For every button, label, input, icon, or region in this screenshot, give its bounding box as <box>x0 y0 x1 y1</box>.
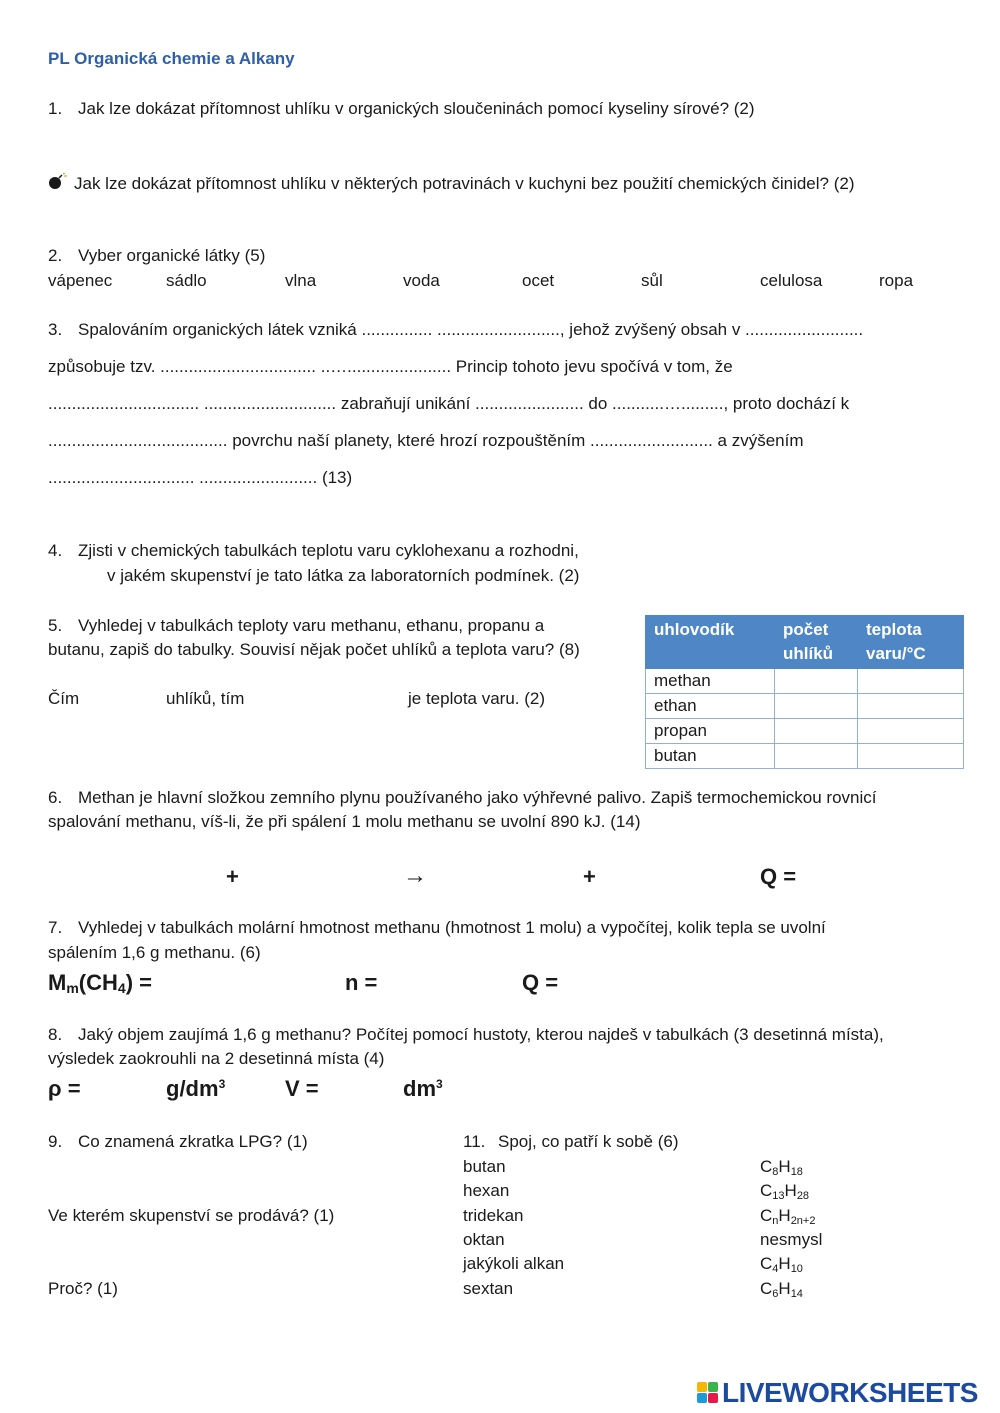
question-number: 5. <box>48 616 63 635</box>
option-ropa[interactable]: ropa <box>879 271 914 290</box>
question-3-line-3: ................................ ............................ zabraňují unikání ....................... do ...........…........., proto dochází k <box>48 394 850 413</box>
boiling-point-cell[interactable] <box>858 669 964 694</box>
question-number: 9. <box>48 1132 63 1151</box>
match-right-item[interactable]: nesmysl <box>760 1230 823 1249</box>
match-right-item[interactable]: $C_{13}H_{28}$ <box>760 1181 810 1202</box>
question-1-bonus <box>48 173 854 194</box>
equation-q: Q = <box>760 864 797 889</box>
table-header-row <box>646 616 964 669</box>
question-number: 6. <box>48 788 63 807</box>
question-1 <box>48 99 755 119</box>
table-row <box>646 719 964 744</box>
option-sul[interactable]: sůl <box>641 271 663 290</box>
question-11 <box>463 1132 678 1152</box>
boiling-point-cell[interactable] <box>858 719 964 744</box>
volume-unit: $dm^3$ <box>403 1076 443 1101</box>
table-row <box>646 669 964 694</box>
question-5-line-1 <box>48 616 544 636</box>
question-text: Co znamená zkratka LPG? (1) <box>78 1132 308 1151</box>
header-uhlovodik: uhlovodík <box>646 616 775 669</box>
equation-arrow: → <box>403 862 427 889</box>
match-left-item[interactable]: hexan <box>463 1181 510 1200</box>
question-9 <box>48 1132 308 1152</box>
logo-text: LIVEWORKSHEETS <box>722 1377 978 1408</box>
row-label: propan <box>646 719 775 744</box>
amount-label: n = <box>345 970 378 995</box>
carbon-count-cell[interactable] <box>775 694 858 719</box>
logo-icon <box>697 1382 719 1404</box>
question-3-line-4: ...................................... povrchu naší planety, které hrozí rozpouštěním .......................... a zvýšením <box>48 431 804 450</box>
bomb-icon <box>48 173 68 194</box>
question-4-line-2: v jakém skupenství je tato látka za laboratorních podmínek. (2) <box>107 566 580 585</box>
boiling-point-table <box>645 615 964 769</box>
volume-label: V = <box>285 1076 319 1101</box>
question-9-sub-1: Ve kterém skupenství se prodává? (1) <box>48 1206 335 1225</box>
carbon-count-cell[interactable] <box>775 744 858 769</box>
question-4-line-1 <box>48 541 579 561</box>
fill-teplota: je teplota varu. (2) <box>408 689 546 708</box>
liveworksheets-logo <box>697 1377 978 1409</box>
question-number: 3. <box>48 320 63 339</box>
match-right-item[interactable]: $C_6H_{14}$ <box>760 1279 803 1300</box>
question-text: Jak lze dokázat přítomnost uhlíku v některých potravinách v kuchyni bez použití chemických činidel? (2) <box>74 174 855 193</box>
molar-mass-label: $M_m(CH_4)$ = <box>48 970 152 996</box>
boiling-point-cell[interactable] <box>858 694 964 719</box>
question-text: Methan je hlavní složkou zemního plynu používaného jako výhřevné palivo. Zapiš termochemickou rovnicí <box>78 788 877 807</box>
question-number: 7. <box>48 918 63 937</box>
option-sadlo[interactable]: sádlo <box>166 271 207 290</box>
question-text: Spoj, co patří k sobě (6) <box>498 1132 679 1151</box>
carbon-count-cell[interactable] <box>775 719 858 744</box>
question-number: 1. <box>48 99 63 118</box>
question-3-line-5: ............................... ......................... (13) <box>48 468 353 487</box>
question-number: 2. <box>48 246 63 265</box>
match-left-item[interactable]: butan <box>463 1157 506 1176</box>
question-text: Jak lze dokázat přítomnost uhlíku v organických sloučeninách pomocí kyseliny sírové? (2) <box>78 99 755 118</box>
question-text: Spalováním organických látek vzniká ............... .........................., jehož zvýšený obsah v ......................... <box>78 320 864 339</box>
fill-uhliku-tim: uhlíků, tím <box>166 689 245 708</box>
fill-cim: Čím <box>48 689 80 708</box>
question-text: Vyhledej v tabulkách molární hmotnost methanu (hmotnost 1 molu) a vypočítej, kolik tepla se uvolní <box>78 918 826 937</box>
heat-label: Q = <box>522 970 559 995</box>
density-label: ρ = <box>48 1076 81 1101</box>
question-3-line-1 <box>48 320 863 340</box>
option-voda[interactable]: voda <box>403 271 440 290</box>
table-row <box>646 694 964 719</box>
match-right-item[interactable]: $C_4H_{10}$ <box>760 1254 803 1275</box>
question-5-line-2: butanu, zapiš do tabulky. Souvisí nějak počet uhlíků a teplota varu? (8) <box>48 640 580 659</box>
row-label: butan <box>646 744 775 769</box>
question-3-line-2: způsobuje tzv. ................................. ..…...................... Princip tohoto jevu spočívá v tom, že <box>48 357 733 376</box>
question-7-line-1 <box>48 918 826 938</box>
question-number: 11. <box>463 1132 486 1151</box>
question-8-line-1 <box>48 1025 884 1045</box>
header-teplota-varu: teplota varu/°C <box>858 616 964 669</box>
option-celulosa[interactable]: celulosa <box>760 271 823 290</box>
row-label: ethan <box>646 694 775 719</box>
question-text: Vyhledej v tabulkách teploty varu methanu, ethanu, propanu a <box>78 616 545 635</box>
row-label: methan <box>646 669 775 694</box>
question-2 <box>48 246 265 266</box>
question-6-line-1 <box>48 788 876 808</box>
question-number: 8. <box>48 1025 63 1044</box>
header-pocet-uhliku: počet uhlíků <box>775 616 858 669</box>
density-unit: $g/dm^3$ <box>166 1076 226 1101</box>
boiling-point-cell[interactable] <box>858 744 964 769</box>
question-text: Zjisti v chemických tabulkách teplotu varu cyklohexanu a rozhodni, <box>78 541 579 560</box>
page-title: PL Organická chemie a Alkany <box>48 49 295 68</box>
match-left-item[interactable]: jakýkoli alkan <box>463 1254 565 1273</box>
question-text: Vyber organické látky (5) <box>78 246 266 265</box>
match-left-item[interactable]: oktan <box>463 1230 505 1249</box>
option-ocet[interactable]: ocet <box>522 271 555 290</box>
carbon-count-cell[interactable] <box>775 669 858 694</box>
equation-plus-2: + <box>583 864 596 889</box>
match-right-item[interactable]: $C_8H_{18}$ <box>760 1157 803 1178</box>
option-vapenec[interactable]: vápenec <box>48 271 113 290</box>
match-left-item[interactable]: tridekan <box>463 1206 524 1225</box>
question-6-line-2: spalování methanu, víš-li, že při spálení 1 molu methanu se uvolní 890 kJ. (14) <box>48 812 641 831</box>
match-left-item[interactable]: sextan <box>463 1279 514 1298</box>
option-vlna[interactable]: vlna <box>285 271 317 290</box>
question-text: Jaký objem zaujímá 1,6 g methanu? Počítej pomocí hustoty, kterou najdeš v tabulkách (3 desetinná místa), <box>78 1025 884 1044</box>
question-8-line-2: výsledek zaokrouhli na 2 desetinná místa (4) <box>48 1049 385 1068</box>
question-number: 4. <box>48 541 63 560</box>
equation-plus-1: + <box>226 864 239 889</box>
match-right-item[interactable]: $C_nH_{2n+2}$ <box>760 1206 816 1227</box>
question-9-sub-2: Proč? (1) <box>48 1279 118 1298</box>
question-7-line-2: spálením 1,6 g methanu. (6) <box>48 943 261 962</box>
table-row <box>646 744 964 769</box>
